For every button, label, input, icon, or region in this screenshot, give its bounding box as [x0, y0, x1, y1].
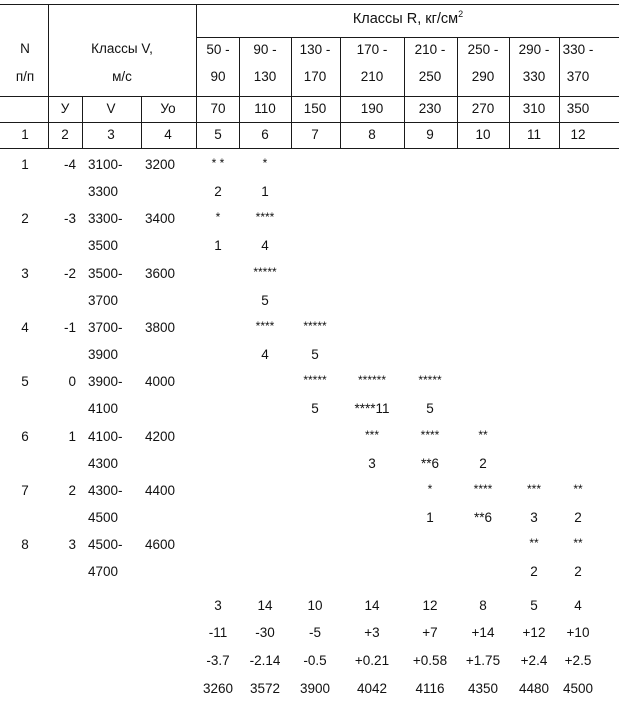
r-class-mid: 270 — [471, 101, 495, 116]
cell-stars: **** — [473, 482, 493, 496]
rule-top — [0, 4, 619, 5]
r-class-range-bottom: 330 — [522, 69, 546, 84]
row-v-bottom: 3900 — [88, 347, 119, 362]
cell-count: 1 — [261, 184, 269, 199]
summary-value: 10 — [307, 598, 323, 613]
row-u: 1 — [68, 429, 76, 444]
row-number: 6 — [21, 429, 29, 444]
cell-stars: ** — [573, 482, 583, 496]
summary-value: -3.7 — [206, 653, 230, 668]
row-v-top: 3100- — [88, 157, 123, 172]
cell-stars: ** — [478, 428, 488, 442]
summary-value: 3260 — [202, 681, 234, 696]
cell-stars: **** — [255, 319, 275, 333]
row-v-top: 3500- — [88, 266, 123, 281]
cell-count: 1 — [426, 510, 434, 525]
sub-v: V — [106, 101, 116, 116]
header-r-sup: 2 — [458, 9, 464, 19]
row-v-top: 4100- — [88, 429, 123, 444]
summary-value: -2.14 — [249, 653, 281, 668]
row-u0: 3200 — [145, 157, 176, 172]
rule-sub — [0, 96, 619, 97]
row-number: 4 — [21, 320, 29, 335]
r-class-mid: 70 — [210, 101, 226, 116]
vrule-2 — [82, 96, 83, 148]
cell-stars: ***** — [418, 373, 442, 387]
cell-count: 5 — [311, 401, 319, 416]
row-u0: 4600 — [145, 537, 176, 552]
cell-count: 2 — [479, 456, 487, 471]
cell-stars: *** — [526, 482, 542, 496]
sub-u: У — [60, 101, 70, 116]
cell-count: **6 — [473, 510, 493, 525]
summary-value: 4500 — [562, 681, 594, 696]
cell-stars: * * — [211, 156, 225, 170]
summary-value: -11 — [208, 625, 228, 640]
summary-value: 12 — [422, 598, 438, 613]
column-number: 12 — [570, 127, 586, 142]
row-v-top: 3700- — [88, 320, 123, 335]
vrule-4 — [196, 4, 197, 148]
cell-count: 4 — [261, 347, 269, 362]
r-class-range-bottom: 210 — [360, 69, 384, 84]
row-u: -1 — [63, 320, 76, 335]
row-number: 2 — [21, 211, 29, 226]
row-number: 1 — [21, 157, 29, 172]
r-class-mid: 150 — [303, 101, 327, 116]
vrule-6 — [291, 37, 292, 148]
row-v-bottom: 4100 — [88, 401, 119, 416]
column-number: 2 — [61, 127, 69, 142]
summary-value: 14 — [364, 598, 380, 613]
summary-value: +0.58 — [412, 653, 448, 668]
r-class-range-bottom: 290 — [471, 69, 495, 84]
cell-stars: **** — [255, 210, 275, 224]
r-class-mid: 310 — [522, 101, 546, 116]
row-v-bottom: 3500 — [88, 238, 119, 253]
r-class-range-bottom: 370 — [566, 69, 590, 84]
r-class-range-top: 330 - — [562, 42, 594, 57]
column-number: 8 — [368, 127, 376, 142]
row-v-bottom: 4300 — [88, 456, 119, 471]
row-u: -2 — [63, 266, 76, 281]
summary-value: 3 — [214, 598, 222, 613]
vrule-9 — [457, 37, 458, 148]
summary-value: +1.75 — [465, 653, 501, 668]
summary-value: 14 — [257, 598, 273, 613]
column-number: 6 — [261, 127, 269, 142]
summary-value: 3900 — [299, 681, 331, 696]
row-number: 5 — [21, 374, 29, 389]
row-u0: 3400 — [145, 211, 176, 226]
column-number: 4 — [164, 127, 172, 142]
rule-colnum — [0, 148, 619, 149]
vrule-3 — [141, 96, 142, 148]
row-number: 3 — [21, 266, 29, 281]
row-u: 0 — [68, 374, 76, 389]
row-number: 8 — [21, 537, 29, 552]
cell-stars: ***** — [303, 373, 327, 387]
row-u0: 3800 — [145, 320, 176, 335]
summary-value: +2.5 — [564, 653, 592, 668]
row-u: 2 — [68, 483, 76, 498]
vrule-5 — [239, 37, 240, 148]
summary-value: -0.5 — [303, 653, 327, 668]
summary-value: 4 — [574, 598, 582, 613]
header-v-unit: м/с — [112, 69, 132, 84]
column-number: 5 — [214, 127, 222, 142]
r-class-mid: 230 — [418, 101, 442, 116]
header-v-group: Классы V, — [91, 41, 153, 56]
header-pp: п/п — [15, 69, 35, 84]
sub-u0: Уо — [160, 101, 176, 116]
column-number: 10 — [475, 127, 491, 142]
column-number: 3 — [107, 127, 115, 142]
cell-count: 4 — [261, 238, 269, 253]
cell-count: 2 — [530, 564, 538, 579]
summary-value: 3572 — [249, 681, 281, 696]
row-u: 3 — [68, 537, 76, 552]
row-v-bottom: 3700 — [88, 293, 119, 308]
header-r-title: Классы R, кг/см — [352, 11, 459, 27]
cell-count: ****11 — [354, 401, 390, 416]
summary-value: -5 — [308, 625, 322, 640]
rule-r-title — [196, 37, 619, 38]
cell-count: 2 — [574, 564, 582, 579]
row-v-top: 4300- — [88, 483, 123, 498]
summary-value: 5 — [530, 598, 538, 613]
row-number: 7 — [21, 483, 29, 498]
r-class-mid: 190 — [360, 101, 384, 116]
r-class-range-top: 130 - — [299, 42, 331, 57]
summary-value: 4480 — [518, 681, 550, 696]
cell-count: 3 — [368, 456, 376, 471]
cell-stars: **** — [420, 428, 440, 442]
column-number: 7 — [311, 127, 319, 142]
cell-stars: ** — [529, 536, 539, 550]
row-u0: 4400 — [145, 483, 176, 498]
vrule-1 — [48, 4, 49, 148]
row-u0: 3600 — [145, 266, 176, 281]
row-u0: 4000 — [145, 374, 176, 389]
rule-mid — [0, 122, 619, 123]
cell-count: 3 — [530, 510, 538, 525]
cell-stars: * — [262, 156, 268, 170]
cell-count: 5 — [311, 347, 319, 362]
cell-stars: ****** — [357, 373, 387, 387]
cell-stars: ***** — [253, 265, 277, 279]
row-u: -4 — [63, 157, 76, 172]
summary-value: 8 — [479, 598, 487, 613]
column-number: 11 — [526, 127, 542, 142]
summary-value: +0.21 — [354, 653, 390, 668]
r-class-range-top: 250 - — [467, 42, 499, 57]
summary-value: +3 — [364, 625, 380, 640]
cell-stars: *** — [364, 428, 380, 442]
summary-value: +12 — [522, 625, 546, 640]
summary-value: 4042 — [356, 681, 388, 696]
r-class-range-bottom: 130 — [253, 69, 277, 84]
r-class-range-top: 210 - — [414, 42, 446, 57]
r-class-range-bottom: 90 — [210, 69, 226, 84]
summary-value: +2.4 — [520, 653, 548, 668]
cell-stars: ***** — [303, 319, 327, 333]
summary-value: +14 — [471, 625, 495, 640]
vrule-10 — [509, 37, 510, 148]
r-class-range-bottom: 250 — [418, 69, 442, 84]
summary-value: 4116 — [415, 681, 445, 696]
row-u: -3 — [63, 211, 76, 226]
row-v-top: 3900- — [88, 374, 123, 389]
r-class-range-top: 170 - — [356, 42, 388, 57]
vrule-11 — [559, 37, 560, 148]
cell-count: 5 — [426, 401, 434, 416]
header-n: N — [20, 41, 30, 56]
header-r-group — [353, 11, 463, 27]
row-v-bottom: 4500 — [88, 510, 119, 525]
row-v-bottom: 4700 — [88, 564, 119, 579]
cell-count: 2 — [574, 510, 582, 525]
summary-value: -30 — [255, 625, 275, 640]
r-class-range-top: 50 - — [206, 42, 230, 57]
r-class-range-top: 90 - — [253, 42, 277, 57]
cell-count: 5 — [261, 293, 269, 308]
row-u0: 4200 — [145, 429, 176, 444]
summary-value: +7 — [422, 625, 438, 640]
row-v-bottom: 3300 — [88, 184, 119, 199]
column-number: 9 — [426, 127, 434, 142]
summary-value: +10 — [566, 625, 590, 640]
cell-count: **6 — [420, 456, 440, 471]
r-class-mid: 110 — [254, 101, 276, 116]
summary-value: 4350 — [467, 681, 499, 696]
r-class-range-top: 290 - — [518, 42, 550, 57]
cell-stars: * — [215, 210, 221, 224]
cell-count: 1 — [214, 238, 222, 253]
vrule-7 — [340, 37, 341, 148]
cell-stars: * — [427, 482, 433, 496]
r-class-mid: 350 — [566, 101, 590, 116]
r-class-range-bottom: 170 — [303, 69, 327, 84]
vrule-8 — [404, 37, 405, 148]
column-number: 1 — [21, 127, 29, 142]
cell-stars: ** — [573, 536, 583, 550]
row-v-top: 4500- — [88, 537, 123, 552]
row-v-top: 3300- — [88, 211, 123, 226]
cell-count: 2 — [214, 184, 222, 199]
